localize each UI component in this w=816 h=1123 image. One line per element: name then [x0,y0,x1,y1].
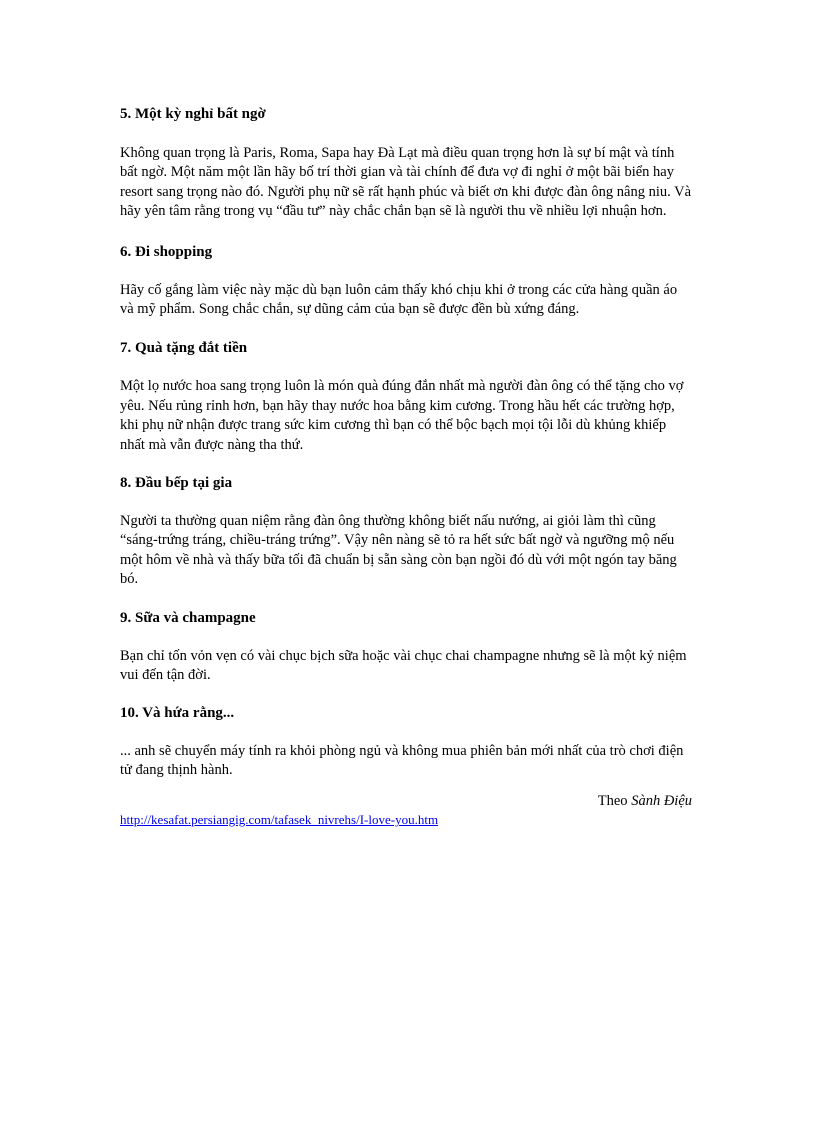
document-page [120,100,692,829]
credit-prefix: Theo [597,793,628,810]
section-heading-7: 7. Quà tặng đắt tiền [120,340,248,357]
source-link[interactable]: http://kesafat.persiangig.com/tafasek_nivrehs/I-love-you.htm [120,812,439,828]
section-body-7: Một lọ nước hoa sang trọng luôn là món quà đúng đắn nhất mà người đàn ông có thể tặng cho vợ yêu. Nếu rủng rỉnh hơn, bạn hãy thay nước hoa bằng kim cương. Trong hầu hết các trường hợp, khi phụ nữ nhận được trang sức kim cương thì bạn có thể bộc bạch mọi tội lỗi dù khủng khiếp nhất mà vẫn được nàng tha thứ. [120,378,684,453]
section-heading-9: 9. Sữa và champagne [120,609,256,626]
section-body-10: ... anh sẽ chuyển máy tính ra khỏi phòng ngủ và không mua phiên bản mới nhất của trò chơi điện tử đang thịnh hành. [120,742,684,778]
section-heading-6: 6. Đi shopping [120,243,213,260]
section-heading-5: 5. Một kỳ nghỉ bất ngờ [120,106,266,122]
section-heading-8: 8. Đầu bếp tại gia [120,475,233,492]
section-heading-10: 10. Và hứa rằng... [120,704,235,721]
source-credit [120,792,692,811]
section-body-9: Bạn chỉ tốn vỏn vẹn có vài chục bịch sữa hoặc vài chục chai champagne nhưng sẽ là một kỷ niệm vui đến tận đời. [120,647,687,684]
credit-source: Sành Điệu [631,793,692,810]
section-body-5: Không quan trọng là Paris, Roma, Sapa hay Đà Lạt mà điều quan trọng hơn là sự bí mật và tính bất ngờ. Một năm một lần hãy bố trí thời gian và tài chính để đưa vợ đi nghỉ ở một bãi biển hay resort sang trọng nào đó. Người phụ nữ sẽ rất hạnh phúc và biết ơn khi được đàn ông nâng niu. Và hãy yên tâm rằng trong vụ “đầu tư” này chắc chắn bạn sẽ là người thu về nhiều lợi nhuận hơn. [120,145,692,220]
section-body-6: Hãy cố gắng làm việc này mặc dù bạn luôn cảm thấy khó chịu khi ở trong các cửa hàng quần áo và mỹ phẩm. Song chắc chắn, sự dũng cảm của bạn sẽ được đền bù xứng đáng. [120,281,678,318]
section-body-8: Người ta thường quan niệm rằng đàn ông thường không biết nấu nướng, ai giỏi làm thì cũng “sáng-trứng tráng, chiều-tráng trứng”. Vậy nên nàng sẽ tỏ ra hết sức bất ngờ và ngưỡng mộ nếu một hôm về nhà và thấy bữa tối đã chuẩn bị sẵn sàng còn bạn ngồi đó dù với một ngón tay băng bó. [120,513,677,588]
